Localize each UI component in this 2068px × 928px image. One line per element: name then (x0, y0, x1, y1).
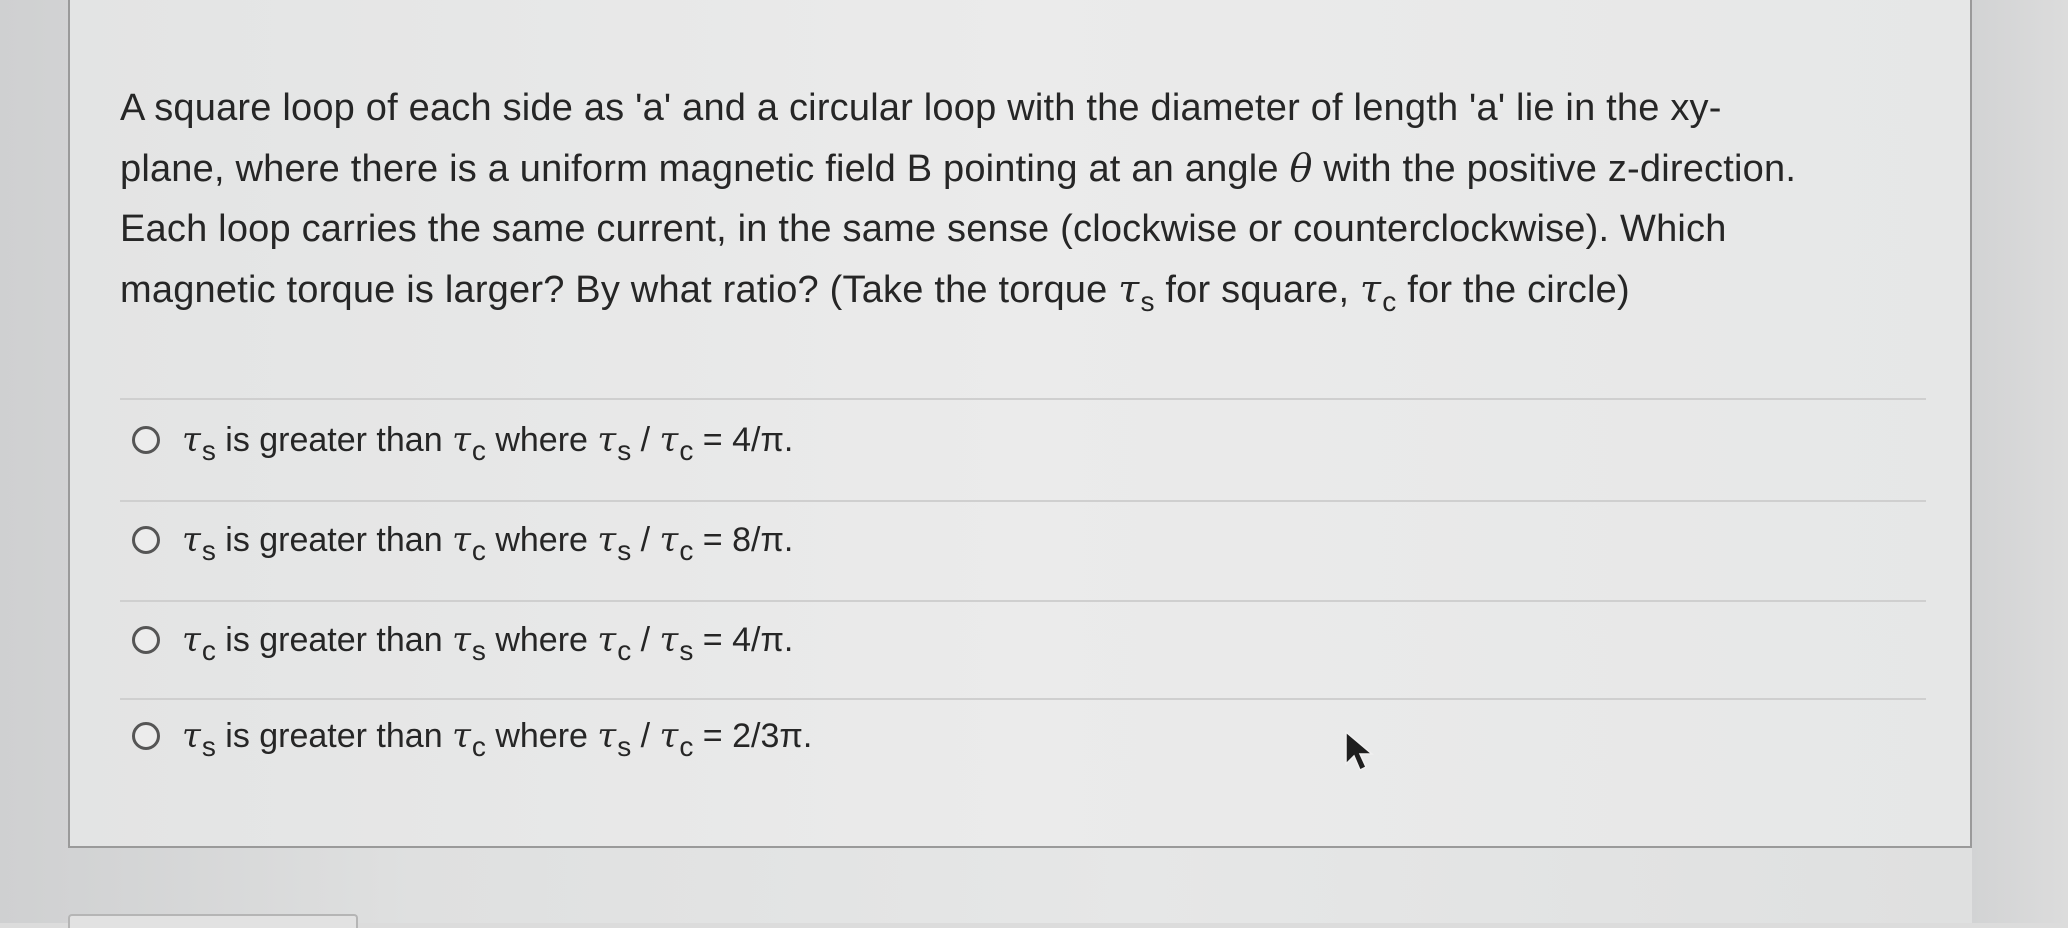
mouse-pointer-icon (1342, 730, 1376, 774)
tau-subscript-s: s (1140, 286, 1155, 317)
right-margin (1972, 0, 2068, 923)
tau-subscript: c (201, 635, 216, 666)
tau-subscript: c (471, 731, 486, 762)
option-text: where (485, 621, 598, 659)
tau-subscript: c (679, 731, 694, 762)
tau-symbol: τ (452, 620, 471, 660)
radio-unchecked-icon[interactable] (132, 526, 160, 554)
answer-option-1[interactable] (132, 410, 793, 470)
divider (120, 500, 1926, 502)
tau-subscript: s (201, 435, 216, 466)
question-line-3-text: Each loop carries the same current, in the same sense (clockwise or counterclockwise). Which (120, 208, 1727, 250)
tau-symbol: τ (452, 520, 471, 560)
tau-subscript: s (617, 535, 632, 566)
tau-subscript: s (617, 731, 632, 762)
option-text: / (631, 621, 660, 659)
question-line-4-text-c: for the circle) (1396, 269, 1630, 311)
tau-symbol: τ (659, 420, 679, 460)
tau-subscript: s (201, 731, 216, 762)
question-line-1-text: A square loop of each side as 'a' and a circular loop with the diameter of length 'a' lie in the xy- (120, 87, 1722, 129)
question-line-4 (120, 259, 1950, 323)
question-text (120, 78, 1950, 323)
tau-subscript: c (471, 435, 486, 466)
tau-symbol: τ (182, 620, 201, 660)
option-text: / (631, 521, 660, 559)
tau-symbol: τ (182, 716, 201, 756)
tau-subscript: s (201, 535, 216, 566)
next-section-tab (68, 914, 358, 928)
option-text: / (631, 717, 660, 755)
tau-subscript: s (617, 435, 632, 466)
divider (120, 600, 1926, 602)
tau-subscript-c: c (1382, 286, 1397, 317)
divider (120, 698, 1926, 700)
tau-subscript: c (617, 635, 632, 666)
radio-unchecked-icon[interactable] (132, 426, 160, 454)
tau-symbol: τ (452, 716, 471, 756)
option-text: / (631, 421, 660, 459)
option-text: where (485, 521, 598, 559)
tau-symbol: τ (597, 716, 617, 756)
option-result: = 8/π. (693, 521, 794, 559)
question-line-2 (120, 138, 1950, 199)
question-line-3 (120, 199, 1950, 259)
radio-unchecked-icon[interactable] (132, 722, 160, 750)
tau-symbol: τ (597, 520, 617, 560)
tau-subscript: s (679, 635, 694, 666)
question-line-4-text-a: magnetic torque is larger? By what ratio? (Take the torque (120, 269, 1119, 311)
divider (120, 398, 1926, 400)
theta-symbol: θ (1289, 146, 1313, 190)
option-text: is greater than (215, 717, 453, 755)
tau-symbol: τ (1360, 267, 1382, 311)
tau-symbol: τ (182, 520, 201, 560)
answer-option-4[interactable] (132, 706, 812, 766)
option-result: = 4/π. (693, 621, 794, 659)
question-line-4-text-b: for square, (1154, 269, 1361, 311)
tau-symbol: τ (597, 420, 617, 460)
tau-symbol: τ (452, 420, 471, 460)
tau-subscript: c (471, 535, 486, 566)
question-line-2-text-a: plane, where there is a uniform magnetic field B pointing at an angle (120, 148, 1290, 190)
option-text: where (485, 717, 598, 755)
answer-option-2[interactable] (132, 510, 793, 570)
answer-option-4-label[interactable] (182, 716, 813, 762)
question-line-1 (120, 78, 1950, 138)
tau-subscript: c (679, 435, 694, 466)
radio-unchecked-icon[interactable] (132, 626, 160, 654)
answer-option-3-label[interactable] (182, 620, 794, 666)
answer-option-2-label[interactable] (182, 520, 794, 566)
option-result: = 4/π. (693, 421, 794, 459)
tau-symbol: τ (659, 716, 679, 756)
tau-symbol: τ (659, 620, 679, 660)
tau-symbol: τ (1118, 267, 1140, 311)
answer-option-3[interactable] (132, 610, 793, 670)
tau-subscript: c (679, 535, 694, 566)
tau-symbol: τ (659, 520, 679, 560)
option-result: = 2/3π. (693, 717, 813, 755)
tau-symbol: τ (597, 620, 617, 660)
option-text: where (485, 421, 598, 459)
tau-subscript: s (471, 635, 486, 666)
option-text: is greater than (215, 621, 453, 659)
tau-symbol: τ (182, 420, 201, 460)
question-line-2-text-b: with the positive z-direction. (1312, 148, 1797, 190)
option-text: is greater than (215, 421, 453, 459)
option-text: is greater than (215, 521, 453, 559)
answer-option-1-label[interactable] (182, 420, 794, 466)
